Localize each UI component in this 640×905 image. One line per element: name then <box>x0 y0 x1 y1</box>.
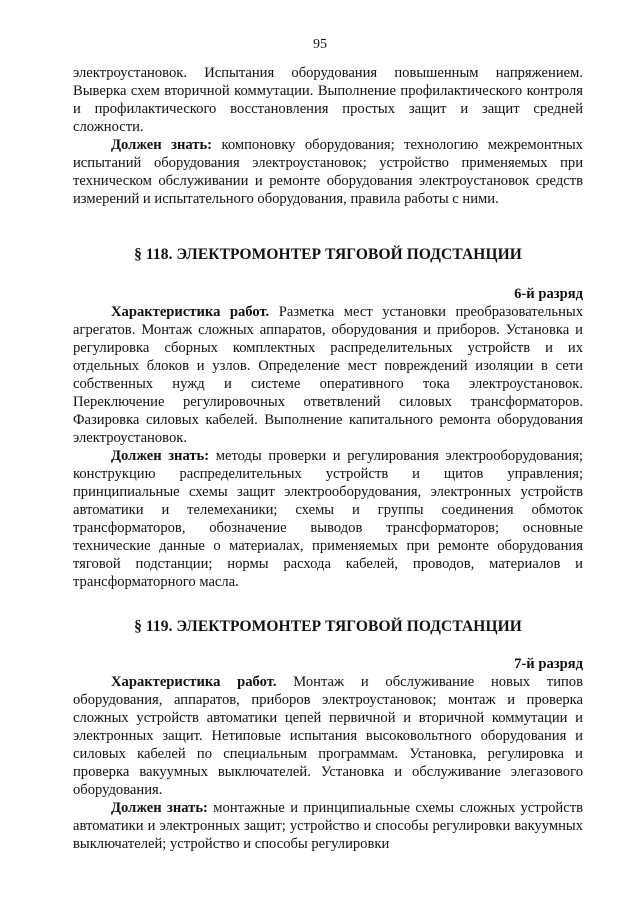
section-118-work-paragraph <box>73 303 583 447</box>
section-118-body <box>73 303 583 591</box>
section-118-title: § 118. ЭЛЕКТРОМОНТЕР ТЯГОВОЙ ПОДСТАНЦИИ <box>134 246 522 263</box>
section-119-body <box>73 673 583 853</box>
intro-knowledge-paragraph <box>73 136 583 208</box>
intro-block <box>73 64 583 208</box>
section-118-work-text: Разметка мест установки преобразовательных агрегатов. Монтаж сложных аппаратов, оборудования и приборов. Установка и регулировка сборных комплектных распределительных устройств и их отдельных блоков и узлов. Определение мест повреждений изоляции в сети собственных нужд и системе оперативного тока электроустановок. Переключение регулировочных ответвлений силовых трансформаторов. Фазировка силовых кабелей. Выполнение капитального ремонта оборудования электроустановок. <box>73 304 583 446</box>
section-118-work-label: Характеристика работ. <box>111 304 270 320</box>
page-number: 95 <box>313 37 327 52</box>
section-118-grade: 6-й разряд <box>514 286 583 302</box>
section-119-knowledge-paragraph <box>73 799 583 853</box>
section-119-knowledge-label: Должен знать: <box>111 800 208 816</box>
section-118-knowledge-text: методы проверки и регулирования электрооборудования; конструкцию распределительных устройств и щитов управления; принципиальные схемы защит электрооборудования, электронных устройств автоматики и телемеханики; схемы и группы соединения обмоток трансформаторов, обозначение выводов трансформаторов; основные технические данные о материалах, применяемых при ремонте оборудования тяговой подстанции; нормы расхода кабелей, проводов, материалов и трансформаторного масла. <box>73 448 583 590</box>
section-118-knowledge-label: Должен знать: <box>111 448 210 464</box>
section-118-knowledge-paragraph <box>73 447 583 591</box>
section-119-work-paragraph <box>73 673 583 799</box>
section-119-work-text: Монтаж и обслуживание новых типов оборудования, аппаратов, приборов электроустановок; монтаж и проверка сложных устройств автоматики цепей первичной и вторичной коммутации и электронных защит. Нетиповые испытания высоковольтного оборудования и силовых кабелей по специальным программам. Установка, регулировка и проверка вакуумных выключателей. Установка и обслуживание элегазового оборудования. <box>73 674 583 798</box>
section-119-knowledge-text: монтажные и принципиальные схемы сложных устройств автоматики и электронных защит; устройство и способы регулировки вакуумных выключателей; устройство и способы регулировки <box>73 800 583 852</box>
section-119-work-label: Характеристика работ. <box>111 674 277 690</box>
intro-knowledge-text: компоновку оборудования; технологию межремонтных испытаний оборудования электроустановок; устройство применяемых при техническом обслуживании и ремонте оборудования электроустановок средств измерений и испытательного оборудования, правила работы с ними. <box>73 137 583 207</box>
intro-paragraph: электроустановок. Испытания оборудования повышенным напряжением. Выверка схем вторичной коммутации. Выполнение профилактического контроля и профилактического восстановления простых защит и защит средней сложности. <box>73 65 583 135</box>
section-119-title: § 119. ЭЛЕКТРОМОНТЕР ТЯГОВОЙ ПОДСТАНЦИИ <box>134 618 522 635</box>
intro-knowledge-label: Должен знать: <box>111 137 213 153</box>
section-119-grade: 7-й разряд <box>514 656 583 672</box>
